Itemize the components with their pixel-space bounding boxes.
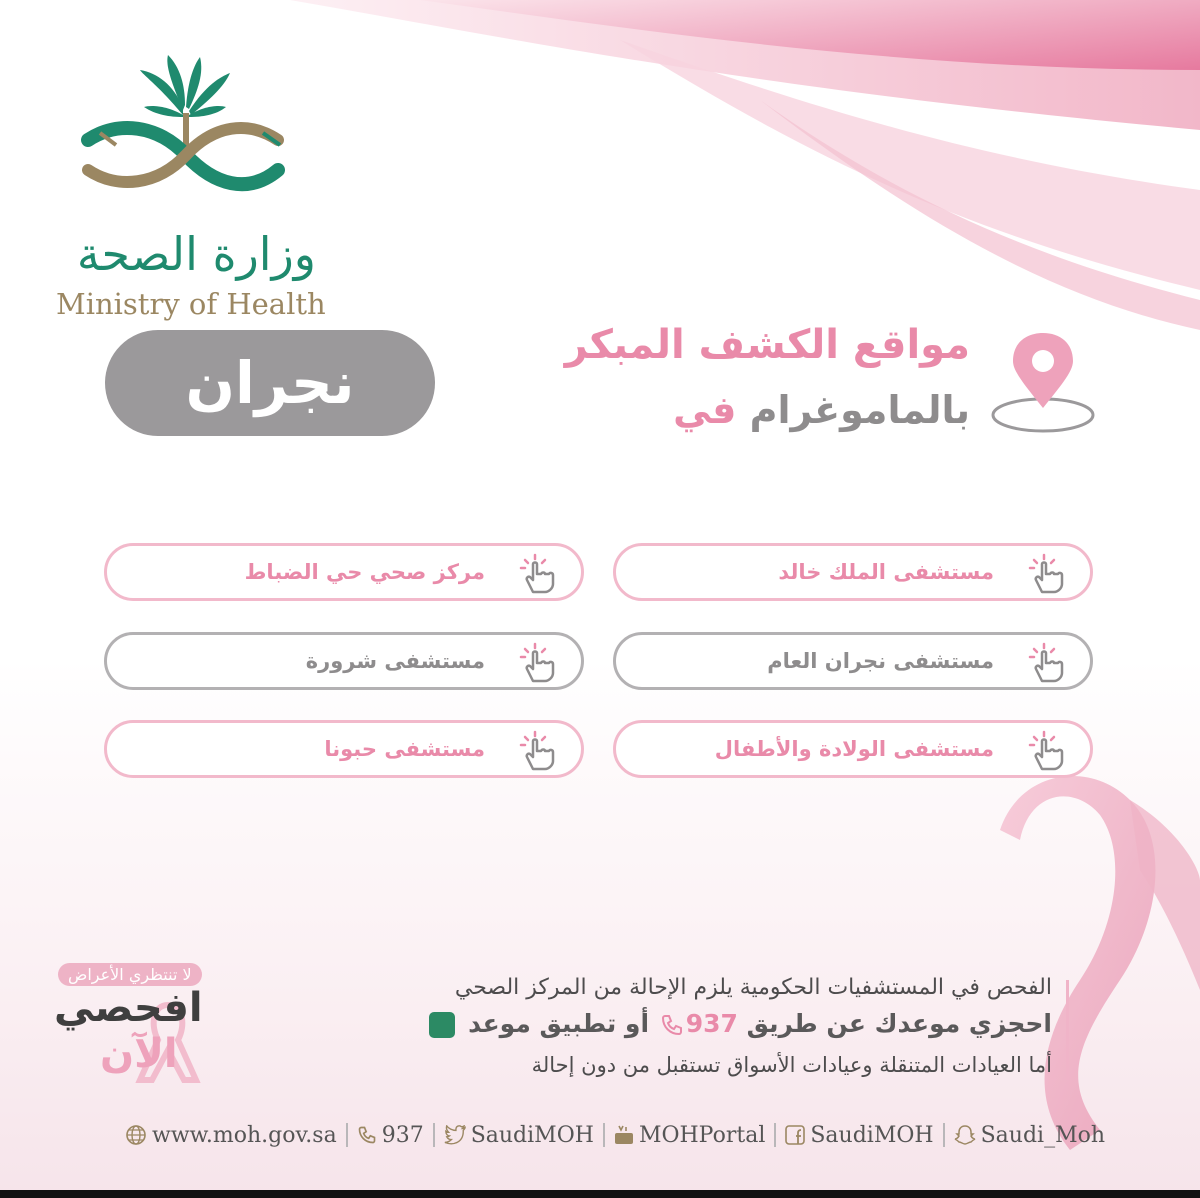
tap-hand-icon: [1022, 729, 1068, 775]
facebook-page: SaudiMOH: [810, 1122, 934, 1148]
twitter-handle: SaudiMOH: [470, 1122, 594, 1148]
info-or-app: أو تطبيق موعد: [468, 1009, 650, 1038]
info-book-via: احجزي موعدك عن طريق: [746, 1009, 1052, 1038]
snapchat-icon: [954, 1124, 976, 1146]
location-button-sharurah[interactable]: [104, 632, 584, 690]
phone-icon: [660, 1013, 684, 1037]
footer-phone[interactable]: [357, 1123, 424, 1148]
globe-icon: [125, 1124, 147, 1146]
bottom-border: [0, 1190, 1200, 1198]
location-label: مستشفى الملك خالد: [778, 560, 994, 584]
info-divider: [1066, 980, 1069, 1080]
location-label: مستشفى نجران العام: [767, 649, 994, 673]
tap-hand-icon: [513, 729, 559, 775]
info-booking-line: [290, 1009, 1052, 1053]
twitter-icon: [444, 1125, 466, 1145]
title-in: في: [673, 388, 737, 432]
tap-hand-icon: [1022, 641, 1068, 687]
info-mobile-clinics-note: أما العيادات المتنقلة وعيادات الأسواق تستقبل من دون إحالة: [531, 1053, 1052, 1077]
youtube-channel: MOHPortal: [638, 1122, 766, 1148]
title-line-1: مواقع الكشف المبكر: [564, 322, 970, 368]
palm-swords-emblem-icon: [48, 45, 328, 225]
title-line-2: [440, 388, 970, 432]
footer-twitter[interactable]: [444, 1123, 594, 1148]
ministry-logo: [48, 45, 328, 321]
title-mammogram: بالماموغرام: [749, 388, 970, 432]
website-text: www.moh.gov.sa: [152, 1122, 337, 1148]
footer-separator: [433, 1123, 435, 1147]
footer-snapchat[interactable]: [954, 1123, 1105, 1148]
youtube-icon: [614, 1125, 634, 1145]
tap-hand-icon: [1022, 552, 1068, 598]
location-label: مستشفى شرورة: [305, 649, 485, 673]
footer-separator: [943, 1123, 945, 1147]
badge-dont-wait: لا تنتظري الأعراض: [58, 963, 202, 986]
mawid-app-icon: [429, 1012, 455, 1038]
footer-separator: [774, 1123, 776, 1147]
location-label: مستشفى الولادة والأطفال: [714, 737, 994, 761]
location-button-habuna[interactable]: [104, 720, 584, 778]
info-phone-number: 937: [685, 1009, 738, 1038]
tap-hand-icon: [513, 552, 559, 598]
location-button-najran-general[interactable]: [613, 632, 1093, 690]
phone-text: 937: [381, 1122, 424, 1148]
badge-get-checked: افحصي: [54, 985, 203, 1031]
campaign-badge: [48, 955, 248, 1085]
footer-separator: [603, 1123, 605, 1147]
location-pin-icon: [988, 333, 1098, 438]
facebook-icon: [785, 1125, 805, 1145]
footer-facebook[interactable]: [785, 1123, 933, 1148]
logo-english-name: Ministry of Health: [56, 287, 326, 321]
info-referral-note: الفحص في المستشفيات الحكومية يلزم الإحالة من المركز الصحي: [454, 975, 1052, 1000]
phone-icon: [357, 1125, 377, 1145]
tap-hand-icon: [513, 641, 559, 687]
badge-now: الآن: [100, 1031, 178, 1077]
footer-separator: [346, 1123, 348, 1147]
location-button-maternity-children[interactable]: [613, 720, 1093, 778]
location-button-officers-district[interactable]: [104, 543, 584, 601]
info-block: [290, 975, 1052, 1085]
footer-contacts: [125, 1118, 1105, 1152]
snapchat-handle: Saudi_Moh: [980, 1122, 1106, 1148]
footer-website[interactable]: [125, 1123, 337, 1148]
location-button-king-khalid[interactable]: [613, 543, 1093, 601]
location-label: مركز صحي حي الضباط: [244, 560, 485, 584]
location-label: مستشفى حبونا: [324, 737, 485, 761]
footer-youtube[interactable]: [614, 1123, 765, 1148]
logo-arabic-name: وزارة الصحة: [76, 227, 316, 281]
city-badge: نجران: [105, 330, 435, 436]
